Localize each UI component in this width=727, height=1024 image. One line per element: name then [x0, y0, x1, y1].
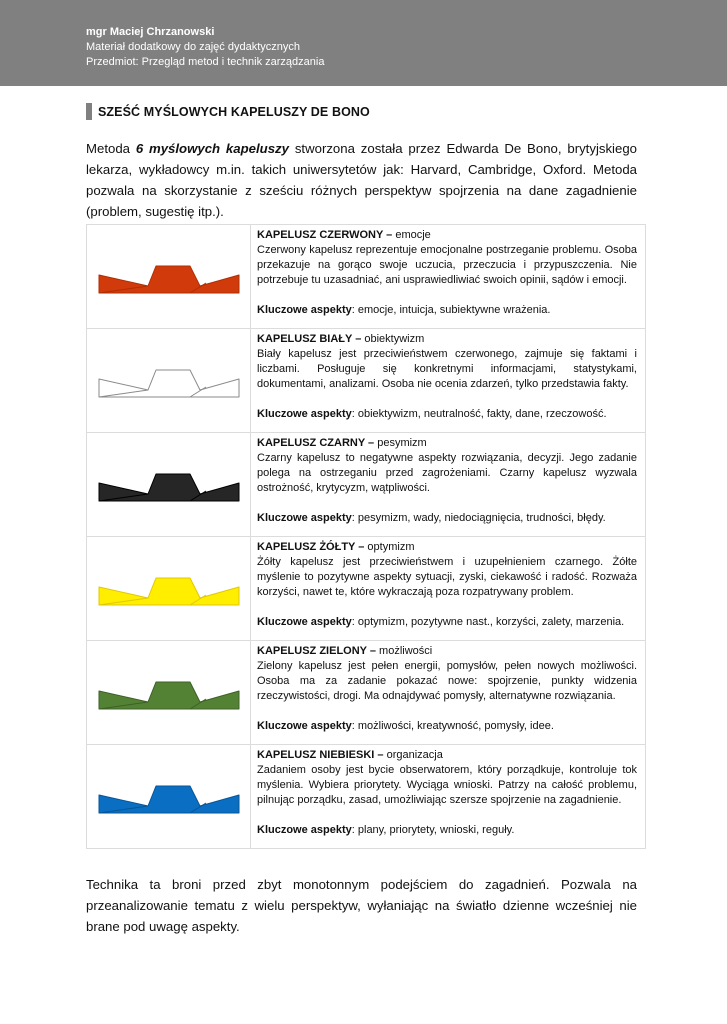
key-aspects-label: Kluczowe aspekty: [257, 616, 352, 628]
hat-topic: pesymizm: [374, 437, 427, 449]
hat-row-white: [87, 329, 646, 433]
hat-heading: [257, 644, 637, 659]
header-subtitle: Materiał dodatkowy do zajęć dydaktycznych: [86, 41, 300, 53]
hat-white-icon: [98, 361, 240, 401]
hat-topic: emocje: [392, 229, 431, 241]
hat-heading: [257, 436, 637, 451]
key-aspects-label: Kluczowe aspekty: [257, 304, 352, 316]
key-aspects-values: : optymizm, pozytywne nast., korzyści, zalety, marzenia.: [351, 616, 625, 628]
hat-name: KAPELUSZ CZARNY –: [257, 437, 375, 449]
key-aspects-values: : pesymizm, wady, niedociągnięcia, trudności, błędy.: [351, 512, 606, 524]
intro-method-name: 6 myślowych kapeluszy: [135, 141, 289, 156]
hat-description: Czarny kapelusz to negatywne aspekty rozwiązania, decyzji. Jego zadanie polega na ostrzeganiu przed zagrożeniami. Czarny kapelusz wyzwala ostrożność, krytycyzm, wątpliwości.: [257, 452, 637, 494]
hat-topic: optymizm: [364, 541, 415, 553]
hat-row-yellow: [87, 537, 646, 641]
hat-row-blue: [87, 745, 646, 849]
hat-blue-icon: [98, 777, 240, 817]
hat-image-cell: [87, 433, 251, 537]
hat-description: Zielony kapelusz jest pełen energii, pomysłów, pełen nowych możliwości. Osoba ma za zadanie pokazać nowe: spojrzenie, punkty widzenia rzeczywistości, drogi. Ma odnajdywać pomysły, alternatywne rozwiązania.: [257, 660, 637, 702]
hat-key-aspects: [257, 407, 637, 422]
header-band: [0, 0, 727, 86]
conclusion-paragraph: Technika ta broni przed zbyt monotonnym podejściem do zagadnień. Pozwala na przeanalizowanie tematu z wielu perspektyw, wyłaniając na światło dzienne wcześniej nie brane pod uwagę aspekty.: [86, 877, 637, 934]
hat-name: KAPELUSZ ZIELONY –: [257, 645, 376, 657]
header-subject: Przedmiot: Przegląd metod i technik zarządzania: [86, 56, 325, 68]
hat-heading: [257, 332, 637, 347]
hat-row-red: [87, 225, 646, 329]
hat-image-cell: [87, 745, 251, 849]
hat-heading: [257, 748, 637, 763]
intro-before: Metoda: [86, 141, 136, 156]
hat-description: Czerwony kapelusz reprezentuje emocjonalne postrzeganie problemu. Osoba przekazuje na gorąco swoje uczucia, przeczucia i przypuszczenia. Nie potrzebuje tu uzasadniać, ani usprawiedliwiać swoich opinii, sądów i emocji.: [257, 244, 637, 286]
hat-key-aspects: [257, 511, 637, 526]
key-aspects-values: : możliwości, kreatywność, pomysły, idee.: [351, 720, 554, 732]
key-aspects-values: : emocje, intuicja, subiektywne wrażenia.: [351, 304, 551, 316]
key-aspects-label: Kluczowe aspekty: [257, 512, 352, 524]
hat-red-icon: [98, 257, 240, 297]
hat-text-cell: [251, 433, 646, 537]
hat-text-cell: [251, 329, 646, 433]
author-name: mgr Maciej Chrzanowski: [86, 26, 215, 38]
hat-green-icon: [98, 673, 240, 713]
hat-text-cell: [251, 225, 646, 329]
hat-description: Zadaniem osoby jest bycie obserwatorem, który porządkuje, kontroluje tok myślenia. Wybiera priorytety. Wyciąga wnioski. Patrzy na całość problemu, pilnując porządku, zasad, umożliwiając szersze spojrzenie na zagadnienie.: [257, 764, 637, 806]
key-aspects-label: Kluczowe aspekty: [257, 720, 352, 732]
key-aspects-label: Kluczowe aspekty: [257, 824, 352, 836]
hat-name: KAPELUSZ BIAŁY –: [257, 333, 362, 345]
title-marker: [86, 103, 92, 120]
hat-name: KAPELUSZ NIEBIESKI –: [257, 749, 384, 761]
hat-description: Żółty kapelusz jest przeciwieństwem i uzupełnieniem czarnego. Żółte myślenie to pozytywne aspekty sytuacji, zyski, ciekawość i radość. Rozważa korzyści, nawet te, które wykraczają poza rozpatrywany problem.: [257, 556, 637, 598]
hat-black-icon: [98, 465, 240, 505]
hat-description: Biały kapelusz jest przeciwieństwem czerwonego, zajmuje się faktami i liczbami. Posługuje się konkretnymi informacjami, statystykami, dokumentami, analizami. Osoba nie ocenia zdarzeń, tylko przedstawia fakty.: [257, 348, 637, 390]
hat-yellow-icon: [98, 569, 240, 609]
hat-topic: organizacja: [383, 749, 443, 761]
hat-key-aspects: [257, 303, 637, 318]
hat-key-aspects: [257, 719, 637, 734]
section-title-text: SZEŚĆ MYŚLOWYCH KAPELUSZY DE BONO: [98, 104, 370, 119]
hat-key-aspects: [257, 823, 637, 838]
intro-paragraph: [86, 138, 637, 222]
hat-text-cell: [251, 745, 646, 849]
hat-name: KAPELUSZ ŻÓŁTY –: [257, 541, 365, 553]
key-aspects-values: : plany, priorytety, wnioski, reguły.: [351, 824, 515, 836]
hat-image-cell: [87, 641, 251, 745]
key-aspects-values: : obiektywizm, neutralność, fakty, dane, rzeczowość.: [351, 408, 607, 420]
key-aspects-label: Kluczowe aspekty: [257, 408, 352, 420]
hat-image-cell: [87, 329, 251, 433]
hat-image-cell: [87, 537, 251, 641]
hat-topic: możliwości: [375, 645, 433, 657]
hat-heading: [257, 228, 637, 243]
hat-topic: obiektywizm: [361, 333, 425, 345]
hat-row-green: [87, 641, 646, 745]
hat-image-cell: [87, 225, 251, 329]
hat-text-cell: [251, 537, 646, 641]
hats-table: [86, 224, 646, 849]
hat-heading: [257, 540, 637, 555]
hat-name: KAPELUSZ CZERWONY –: [257, 229, 393, 241]
hat-row-black: [87, 433, 646, 537]
hat-text-cell: [251, 641, 646, 745]
section-title: [86, 103, 370, 120]
hat-key-aspects: [257, 615, 637, 630]
intro-after: stworzona została przez Edwarda De Bono, brytyjskiego lekarza, wykładowcy m.in. takich uniwersytetów jak: Harvard, Cambridge, Oxford. Metoda pozwala na skorzystanie z sześciu różnych perspektyw spojrzenia na dane zagadnienie (problem, sugestię itp.).: [86, 141, 637, 219]
